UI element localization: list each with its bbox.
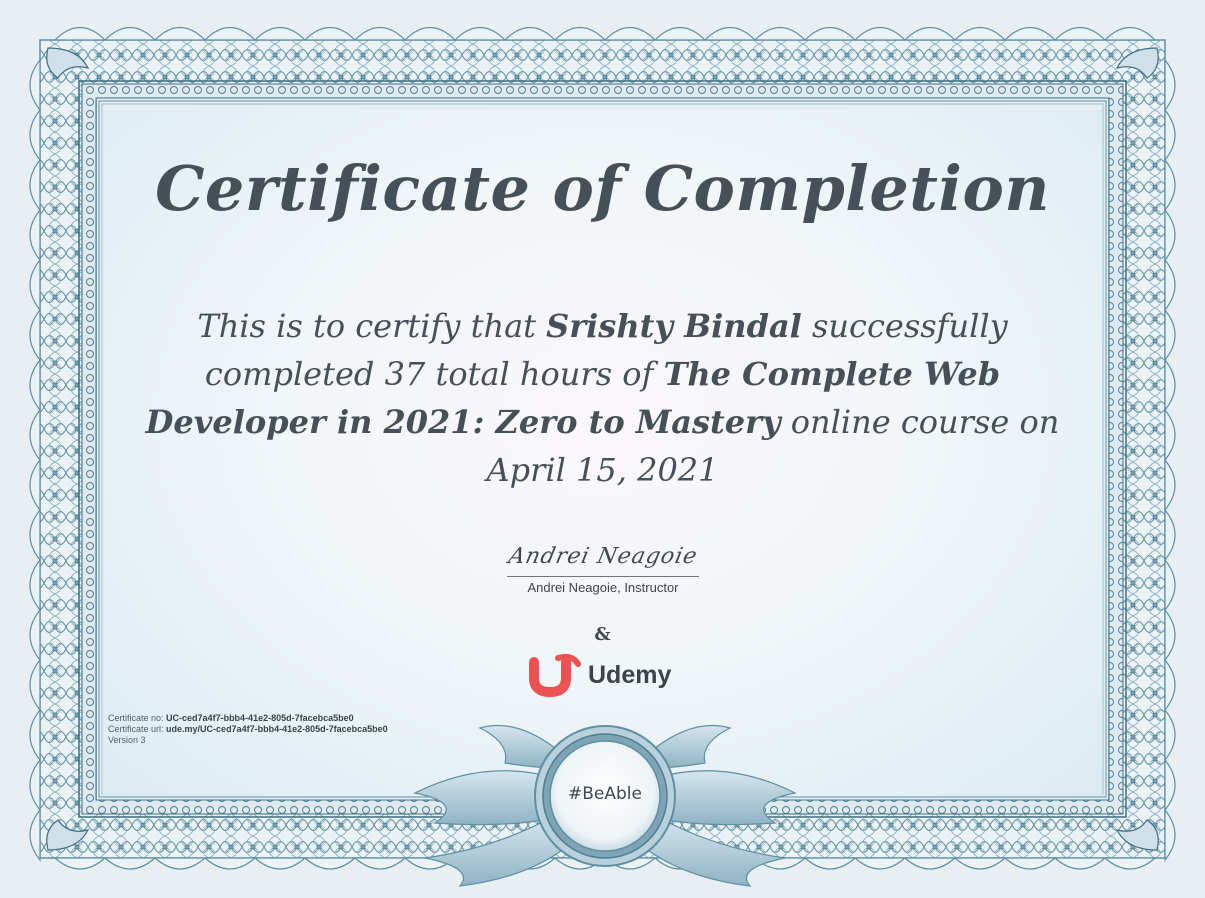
completion-date: April 15, 2021	[486, 451, 719, 489]
certificate-number-label: Certificate no:	[108, 713, 164, 723]
instructor-caption: Andrei Neagoie, Instructor	[527, 580, 679, 595]
statement-mid2: total hours of	[435, 355, 654, 393]
course-name: The Complete Web Developer in 2021: Zero to Mastery	[145, 355, 1001, 441]
certificate-number-row	[108, 713, 388, 724]
certificate-version: Version 3	[108, 735, 146, 745]
certificate-statement	[110, 302, 1095, 494]
signature-line	[507, 576, 699, 577]
certificate-meta	[108, 713, 388, 746]
certificate-url[interactable]: ude.my/UC-ced7a4f7-bbb4-41e2-805d-7facebca5be0	[166, 724, 388, 734]
statement-mid1: successfully completed	[204, 307, 1008, 393]
instructor-signature: Andrei Neagoie	[506, 544, 700, 569]
udemy-u-icon	[528, 652, 582, 698]
certificate-title: Certificate of Completion	[155, 152, 1050, 225]
recipient-name: Srishty Bindal	[546, 307, 802, 345]
course-hours: 37	[384, 355, 426, 393]
certificate-url-row	[108, 724, 388, 735]
statement-mid3: online course on	[790, 403, 1060, 441]
udemy-logo	[528, 652, 671, 698]
ampersand: &	[594, 624, 611, 645]
udemy-wordmark: Udemy	[588, 660, 672, 689]
seal-text: #BeAble	[568, 784, 642, 804]
statement-intro: This is to certify that	[197, 307, 536, 345]
signature-block	[503, 538, 703, 595]
certificate-number: UC-ced7a4f7-bbb4-41e2-805d-7facebca5be0	[166, 713, 354, 723]
certificate-url-label: Certificate url:	[108, 724, 164, 734]
